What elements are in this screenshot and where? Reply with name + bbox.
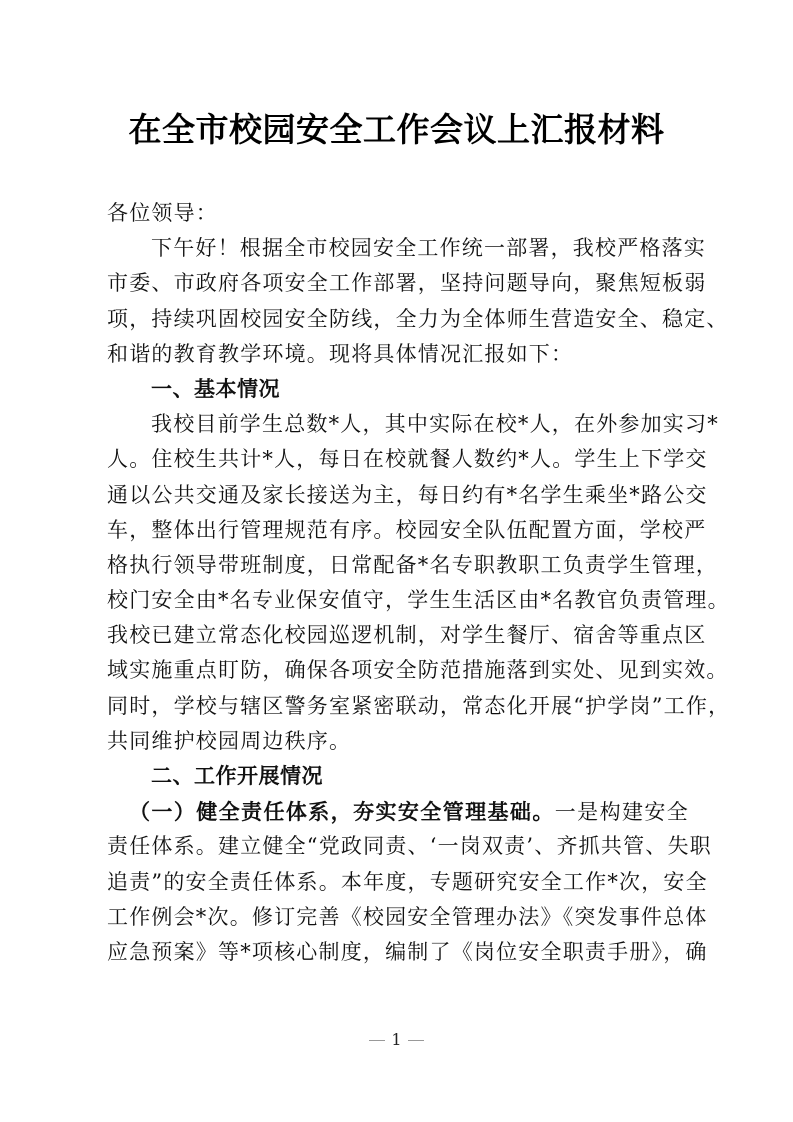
subsection-heading: （一）健全责任体系，夯实安全管理基础。	[129, 799, 555, 825]
footer-dash-left	[369, 1040, 385, 1042]
intro-paragraph	[107, 231, 729, 372]
paragraph-line: 共同维护校园周边秩序。	[107, 728, 352, 753]
paragraph-line: 人。住校生共计*人，每日在校就餐人数约*人。学生上下学交	[107, 447, 708, 472]
basic-situation-paragraph	[107, 407, 731, 759]
paragraph-line: 责任体系。建立健全“党政同责、‘一岗双责’、齐抓共管、失职	[107, 834, 712, 859]
paragraph-line: 车，整体出行管理规范有序。校园安全队伍配置方面，学校严	[107, 517, 707, 542]
paragraph-line: 应急预案》等*项核心制度，编制了《岗位安全职责手册》，确	[107, 939, 708, 964]
paragraph-line: 我校已建立常态化校园巡逻机制，对学生餐厅、宿舍等重点区	[107, 623, 707, 648]
section-heading-basic-situation: 一、基本情况	[151, 376, 280, 401]
paragraph-text: 一是构建安全	[554, 800, 689, 825]
paragraph-line: 格执行领导带班制度，日常配备*名专职教职工负责学生管理，	[107, 552, 719, 577]
page-footer	[0, 1030, 793, 1049]
paragraph-line: 同时，学校与辖区警务室紧密联动，常态化开展“护学岗”工作，	[107, 693, 731, 718]
page-number: 1	[391, 1030, 402, 1049]
document-body	[107, 196, 731, 970]
section-heading-work-progress: 二、工作开展情况	[151, 764, 323, 788]
document-title: 在全市校园安全工作会议上汇报材料	[128, 110, 665, 149]
footer-dash-right	[408, 1040, 424, 1042]
paragraph-line: 项，持续巩固校园安全防线，全力为全体师生营造安全、稳定、	[107, 306, 729, 331]
paragraph-line: 通以公共交通及家长接送为主，每日约有*名学生乘坐*路公交	[107, 482, 708, 507]
paragraph-line: 域实施重点盯防，确保各项安全防范措施落到实处、见到实效。	[107, 658, 729, 683]
paragraph-line: 我校目前学生总数*人，其中实际在校*人，在外参加实习*	[151, 412, 719, 437]
paragraph-line: 下午好！根据全市校园安全工作统一部署，我校严格落实	[151, 236, 706, 261]
paragraph-line: 工作例会*次。修订完善《校园安全管理办法》《突发事件总体	[107, 904, 708, 929]
paragraph-line: 市委、市政府各项安全工作部署，坚持问题导向，聚焦短板弱	[107, 271, 707, 296]
paragraph-line: 和谐的教育教学环境。现将具体情况汇报如下：	[107, 341, 574, 366]
paragraph-line	[107, 794, 689, 829]
paragraph-line: 追责”的安全责任体系。本年度，专题研究安全工作*次，安全	[107, 869, 708, 894]
salutation: 各位领导：	[107, 201, 218, 225]
responsibility-system-paragraph	[107, 794, 712, 970]
paragraph-line: 校门安全由*名专业保安值守，学生生活区由*名教官负责管理。	[107, 588, 730, 613]
